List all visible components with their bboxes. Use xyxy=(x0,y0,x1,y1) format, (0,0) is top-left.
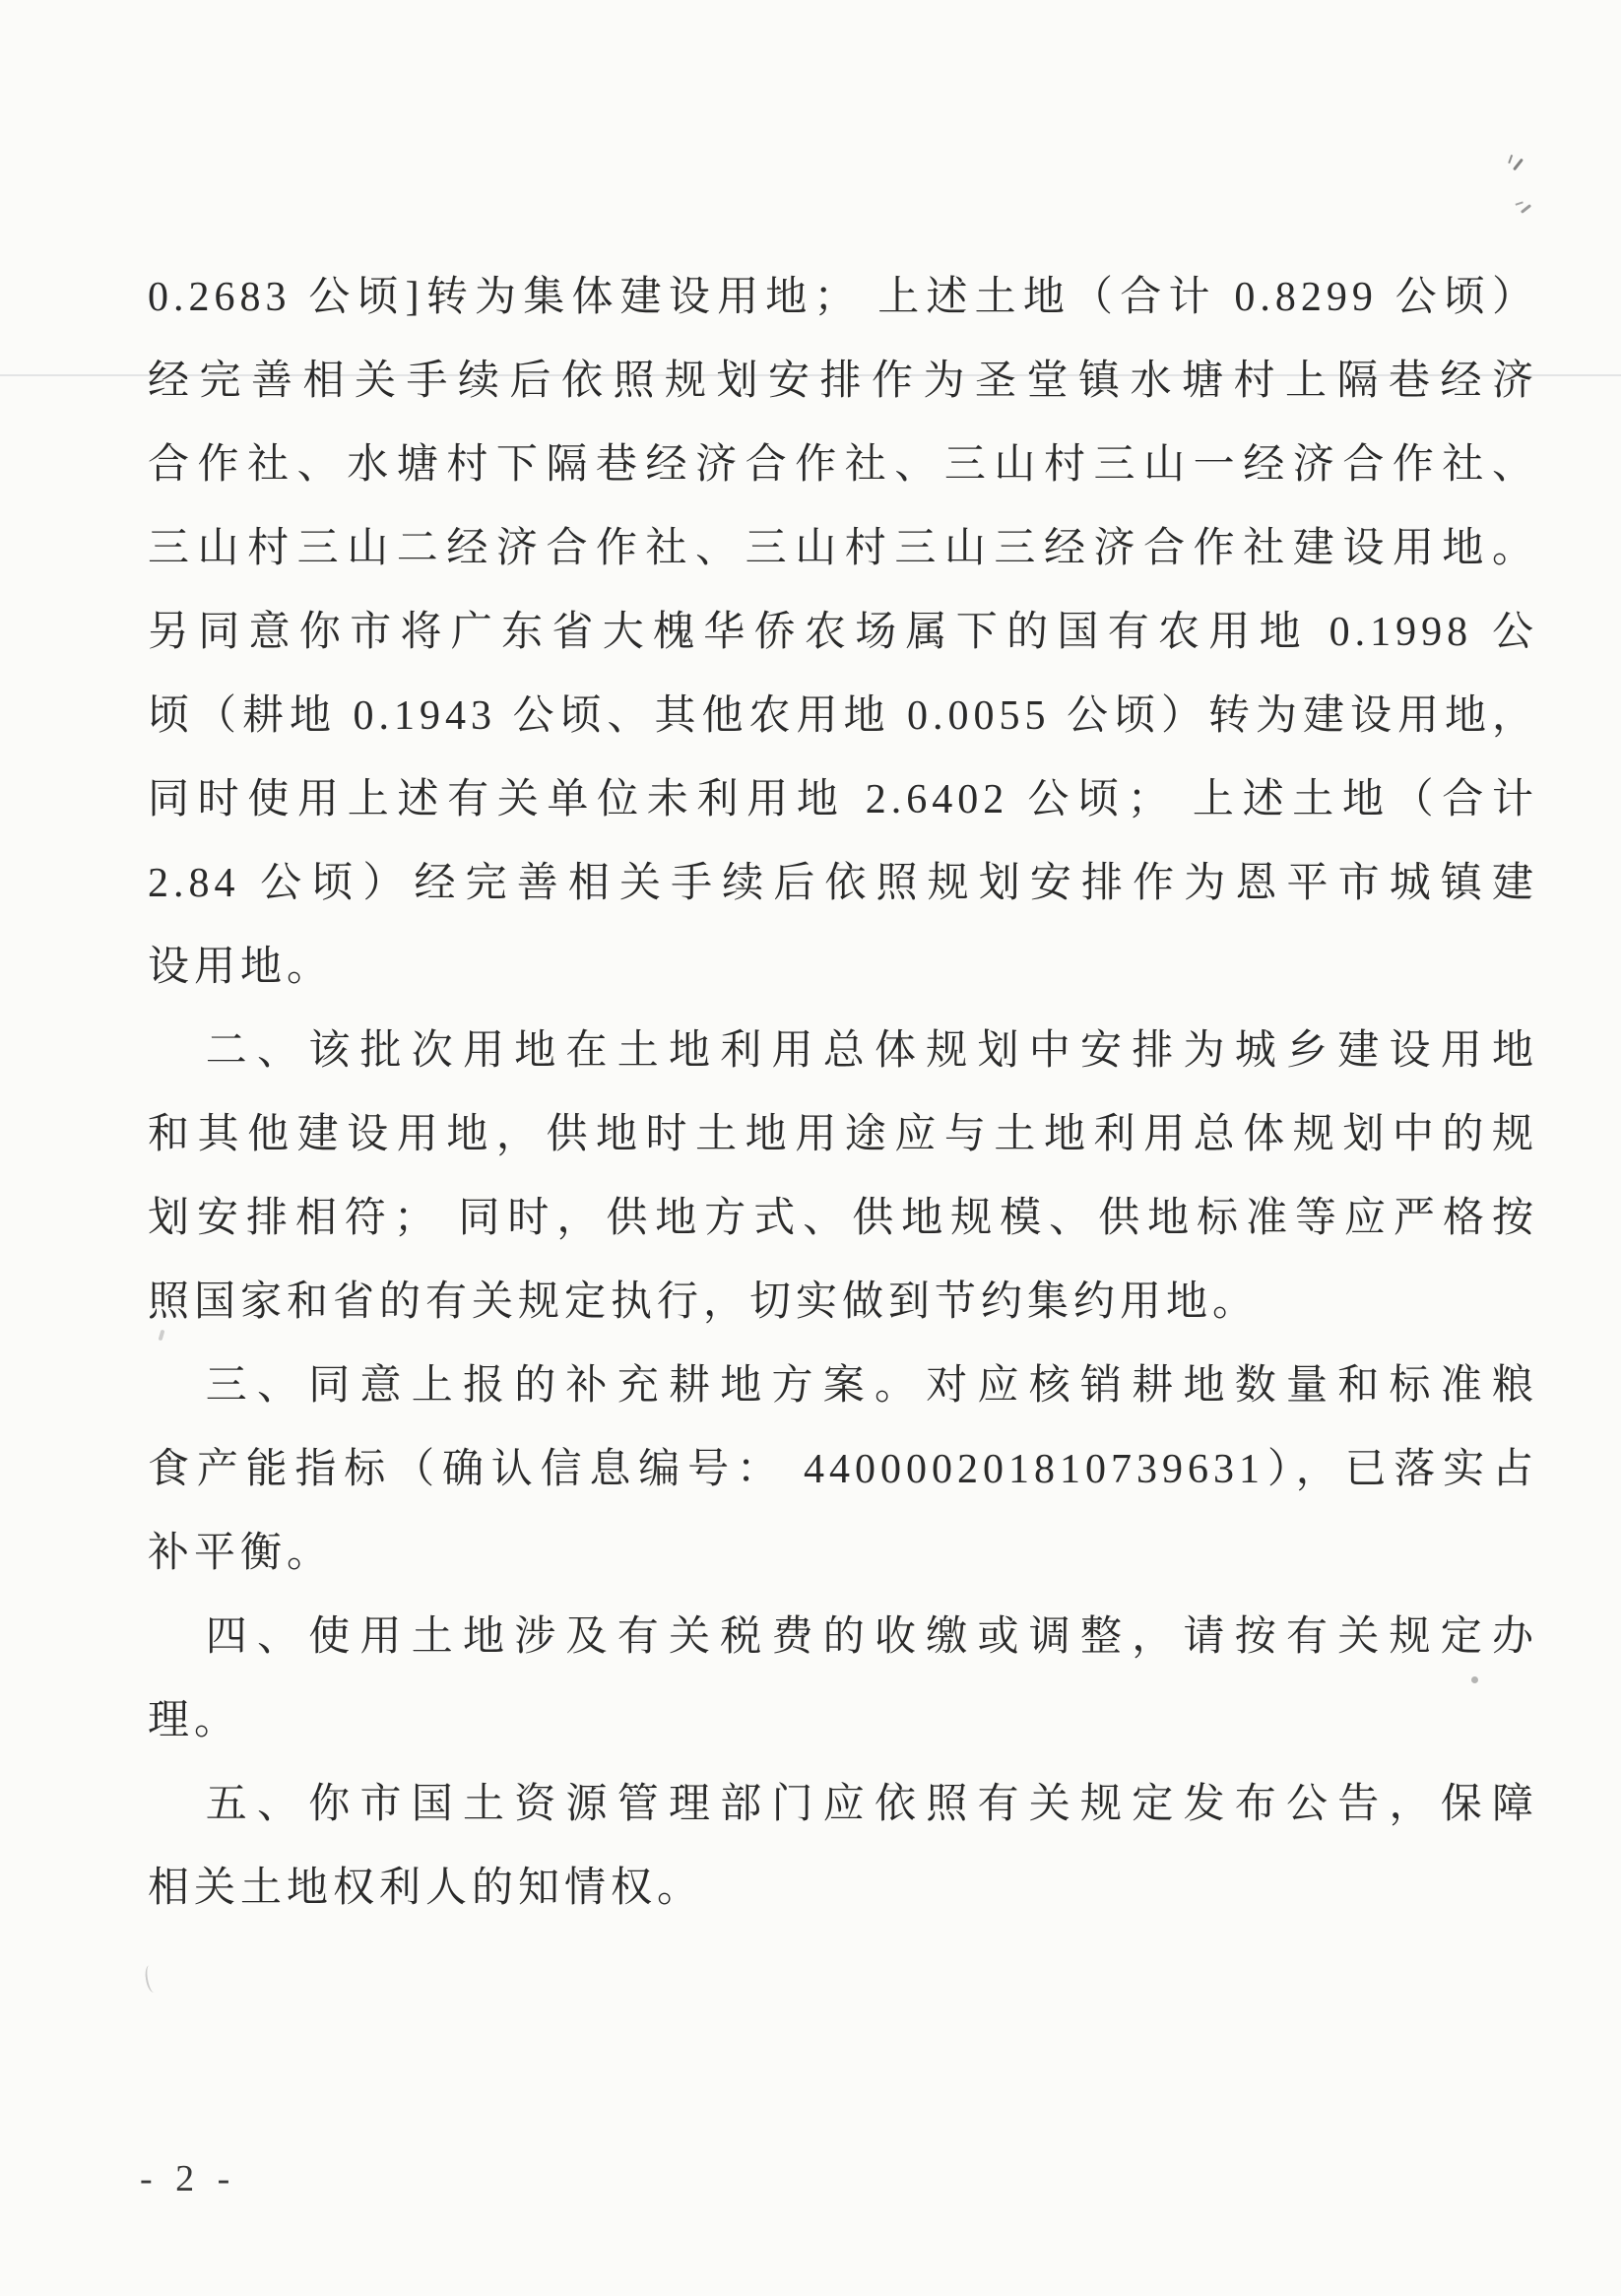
text-line: 2.84 公顷）经完善相关手续后依照规划安排作为恩平市城镇建 xyxy=(148,861,1538,906)
text-line: 食产能指标（确认信息编号： 440000201810739631），已落实占 xyxy=(148,1447,1538,1492)
text-line: 划安排相符； 同时，供地方式、供地规模、供地标准等应严格按 xyxy=(148,1196,1538,1241)
text-line: 相关土地权利人的知情权。 xyxy=(148,1866,704,1911)
scan-speck xyxy=(144,1964,161,1994)
scan-speck xyxy=(1513,159,1524,171)
text-line: 合作社、水塘村下隔巷经济合作社、三山村三山一经济合作社、 xyxy=(148,442,1538,488)
text-line: 四、使用土地涉及有关税费的收缴或调整，请按有关规定办 xyxy=(205,1614,1538,1660)
text-line: 和其他建设用地，供地时土地用途应与土地利用总体规划中的规 xyxy=(148,1112,1538,1157)
paragraph xyxy=(148,1010,1538,1345)
paragraph xyxy=(148,1345,1538,1596)
text-line: 三、同意上报的补充耕地方案。对应核销耕地数量和标准粮 xyxy=(205,1363,1538,1409)
page-number: - 2 - xyxy=(140,2158,237,2199)
text-line: 五、你市国土资源管理部门应依照有关规定发布公告，保障 xyxy=(205,1782,1538,1827)
text-line: 顷（耕地 0.1943 公顷、其他农用地 0.0055 公顷）转为建设用地， xyxy=(148,693,1538,739)
text-line: 照国家和省的有关规定执行，切实做到节约集约用地。 xyxy=(148,1279,1260,1325)
scan-speck xyxy=(1521,204,1531,214)
text-line: 0.2683 公顷]转为集体建设用地； 上述土地（合计 0.8299 公顷） xyxy=(148,275,1538,320)
text-line: 经完善相关手续后依照规划安排作为圣堂镇水塘村上隔巷经济 xyxy=(148,359,1538,404)
paragraph xyxy=(148,1596,1538,1763)
paragraph xyxy=(148,256,1538,1010)
text-line: 三山村三山二经济合作社、三山村三山三经济合作社建设用地。 xyxy=(148,526,1538,571)
text-line: 同时使用上述有关单位未利用地 2.6402 公顷； 上述土地（合计 xyxy=(148,777,1538,822)
document-body xyxy=(148,256,1538,1931)
paragraph xyxy=(148,1763,1538,1931)
text-line: 二、该批次用地在土地利用总体规划中安排为城乡建设用地 xyxy=(205,1028,1538,1074)
text-line: 设用地。 xyxy=(148,945,334,990)
text-line: 另同意你市将广东省大槐华侨农场属下的国有农用地 0.1998 公 xyxy=(148,610,1538,655)
text-line: 补平衡。 xyxy=(148,1531,334,1576)
text-line: 理。 xyxy=(148,1698,241,1743)
